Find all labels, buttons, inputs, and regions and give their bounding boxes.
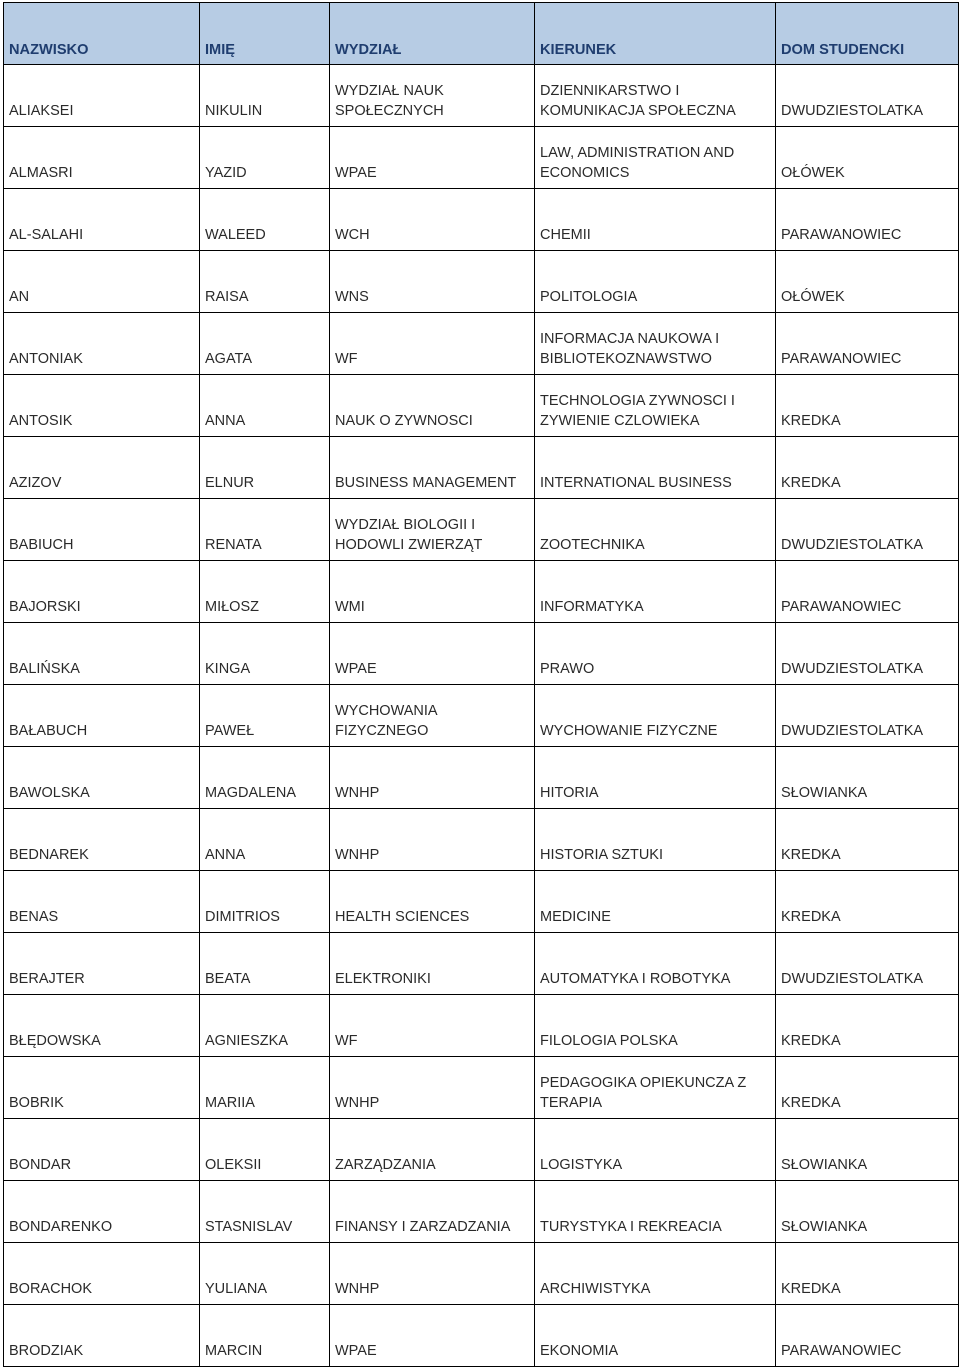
faculty-cell: WPAE bbox=[330, 1305, 535, 1367]
dormitory-cell: DWUDZIESTOLATKA bbox=[776, 499, 959, 561]
table-row bbox=[4, 375, 959, 437]
header-major: KIERUNEK bbox=[535, 3, 776, 65]
first-name-cell: NIKULIN bbox=[200, 65, 330, 127]
major-cell: MEDICINE bbox=[535, 871, 776, 933]
surname-cell: AL-SALAHI bbox=[4, 189, 200, 251]
faculty-cell: WCH bbox=[330, 189, 535, 251]
surname-cell: BABIUCH bbox=[4, 499, 200, 561]
faculty-cell: ZARZĄDZANIA bbox=[330, 1119, 535, 1181]
major-cell: LOGISTYKA bbox=[535, 1119, 776, 1181]
faculty-cell: WF bbox=[330, 313, 535, 375]
first-name-cell: MAGDALENA bbox=[200, 747, 330, 809]
first-name-cell: PAWEŁ bbox=[200, 685, 330, 747]
faculty-cell: WPAE bbox=[330, 623, 535, 685]
major-cell: AUTOMATYKA I ROBOTYKA bbox=[535, 933, 776, 995]
major-cell: ZOOTECHNIKA bbox=[535, 499, 776, 561]
major-cell: HISTORIA SZTUKI bbox=[535, 809, 776, 871]
surname-cell: BOBRIK bbox=[4, 1057, 200, 1119]
major-cell: TURYSTYKA I REKREACIA bbox=[535, 1181, 776, 1243]
surname-cell: BERAJTER bbox=[4, 933, 200, 995]
first-name-cell: ELNUR bbox=[200, 437, 330, 499]
table-row bbox=[4, 995, 959, 1057]
surname-cell: BALIŃSKA bbox=[4, 623, 200, 685]
header-dormitory: DOM STUDENCKI bbox=[776, 3, 959, 65]
major-cell: INTERNATIONAL BUSINESS bbox=[535, 437, 776, 499]
faculty-cell: ELEKTRONIKI bbox=[330, 933, 535, 995]
dormitory-cell: KREDKA bbox=[776, 1243, 959, 1305]
surname-cell: ANTONIAK bbox=[4, 313, 200, 375]
faculty-cell: BUSINESS MANAGEMENT bbox=[330, 437, 535, 499]
surname-cell: BAJORSKI bbox=[4, 561, 200, 623]
faculty-cell: WNHP bbox=[330, 1243, 535, 1305]
first-name-cell: MIŁOSZ bbox=[200, 561, 330, 623]
table-row bbox=[4, 127, 959, 189]
dormitory-cell: KREDKA bbox=[776, 437, 959, 499]
major-cell: PRAWO bbox=[535, 623, 776, 685]
dormitory-cell: PARAWANOWIEC bbox=[776, 1305, 959, 1367]
table-row bbox=[4, 871, 959, 933]
faculty-cell: WF bbox=[330, 995, 535, 1057]
faculty-cell: WNHP bbox=[330, 747, 535, 809]
major-cell: LAW, ADMINISTRATION AND ECONOMICS bbox=[535, 127, 776, 189]
dormitory-cell: PARAWANOWIEC bbox=[776, 313, 959, 375]
dormitory-cell: DWUDZIESTOLATKA bbox=[776, 685, 959, 747]
major-cell: EKONOMIA bbox=[535, 1305, 776, 1367]
first-name-cell: MARCIN bbox=[200, 1305, 330, 1367]
dormitory-cell: DWUDZIESTOLATKA bbox=[776, 933, 959, 995]
surname-cell: ANTOSIK bbox=[4, 375, 200, 437]
first-name-cell: AGNIESZKA bbox=[200, 995, 330, 1057]
faculty-cell: WYCHOWANIA FIZYCZNEGO bbox=[330, 685, 535, 747]
table-row bbox=[4, 623, 959, 685]
table-row bbox=[4, 189, 959, 251]
table-row bbox=[4, 499, 959, 561]
faculty-cell: WYDZIAŁ NAUK SPOŁECZNYCH bbox=[330, 65, 535, 127]
first-name-cell: OLEKSII bbox=[200, 1119, 330, 1181]
dormitory-cell: SŁOWIANKA bbox=[776, 1181, 959, 1243]
major-cell: DZIENNIKARSTWO I KOMUNIKACJA SPOŁECZNA bbox=[535, 65, 776, 127]
faculty-cell: WNHP bbox=[330, 809, 535, 871]
table-row bbox=[4, 313, 959, 375]
surname-cell: BŁĘDOWSKA bbox=[4, 995, 200, 1057]
major-cell: POLITOLOGIA bbox=[535, 251, 776, 313]
first-name-cell: RENATA bbox=[200, 499, 330, 561]
table-row bbox=[4, 1057, 959, 1119]
first-name-cell: WALEED bbox=[200, 189, 330, 251]
table-row bbox=[4, 1305, 959, 1367]
faculty-cell: HEALTH SCIENCES bbox=[330, 871, 535, 933]
major-cell: HITORIA bbox=[535, 747, 776, 809]
faculty-cell: FINANSY I ZARZADZANIA bbox=[330, 1181, 535, 1243]
faculty-cell: NAUK O ZYWNOSCI bbox=[330, 375, 535, 437]
major-cell: FILOLOGIA POLSKA bbox=[535, 995, 776, 1057]
surname-cell: BAWOLSKA bbox=[4, 747, 200, 809]
dormitory-cell: KREDKA bbox=[776, 995, 959, 1057]
faculty-cell: WPAE bbox=[330, 127, 535, 189]
dormitory-cell: KREDKA bbox=[776, 375, 959, 437]
table-row bbox=[4, 747, 959, 809]
first-name-cell: RAISA bbox=[200, 251, 330, 313]
major-cell: PEDAGOGIKA OPIEKUNCZA Z TERAPIA bbox=[535, 1057, 776, 1119]
dormitory-cell: PARAWANOWIEC bbox=[776, 561, 959, 623]
major-cell: WYCHOWANIE FIZYCZNE bbox=[535, 685, 776, 747]
table-row bbox=[4, 65, 959, 127]
dormitory-cell: DWUDZIESTOLATKA bbox=[776, 623, 959, 685]
surname-cell: BENAS bbox=[4, 871, 200, 933]
table-row bbox=[4, 809, 959, 871]
table-row bbox=[4, 1243, 959, 1305]
header-surname: NAZWISKO bbox=[4, 3, 200, 65]
surname-cell: AZIZOV bbox=[4, 437, 200, 499]
surname-cell: ALIAKSEI bbox=[4, 65, 200, 127]
first-name-cell: YULIANA bbox=[200, 1243, 330, 1305]
dormitory-cell: SŁOWIANKA bbox=[776, 747, 959, 809]
table-row bbox=[4, 1119, 959, 1181]
first-name-cell: ANNA bbox=[200, 375, 330, 437]
first-name-cell: MARIIA bbox=[200, 1057, 330, 1119]
dormitory-cell: KREDKA bbox=[776, 809, 959, 871]
first-name-cell: YAZID bbox=[200, 127, 330, 189]
header-faculty: WYDZIAŁ bbox=[330, 3, 535, 65]
dormitory-cell: KREDKA bbox=[776, 1057, 959, 1119]
dormitory-cell: KREDKA bbox=[776, 871, 959, 933]
table-row bbox=[4, 561, 959, 623]
faculty-cell: WNS bbox=[330, 251, 535, 313]
table-row bbox=[4, 685, 959, 747]
surname-cell: BONDAR bbox=[4, 1119, 200, 1181]
surname-cell: BORACHOK bbox=[4, 1243, 200, 1305]
dormitory-cell: PARAWANOWIEC bbox=[776, 189, 959, 251]
major-cell: INFORMACJA NAUKOWA I BIBLIOTEKOZNAWSTWO bbox=[535, 313, 776, 375]
first-name-cell: AGATA bbox=[200, 313, 330, 375]
surname-cell: ALMASRI bbox=[4, 127, 200, 189]
table-row bbox=[4, 933, 959, 995]
first-name-cell: STASNISLAV bbox=[200, 1181, 330, 1243]
dormitory-cell: OŁÓWEK bbox=[776, 127, 959, 189]
first-name-cell: KINGA bbox=[200, 623, 330, 685]
table-row bbox=[4, 437, 959, 499]
faculty-cell: WMI bbox=[330, 561, 535, 623]
table-row bbox=[4, 251, 959, 313]
dormitory-cell: OŁÓWEK bbox=[776, 251, 959, 313]
faculty-cell: WYDZIAŁ BIOLOGII I HODOWLI ZWIERZĄT bbox=[330, 499, 535, 561]
surname-cell: BAŁABUCH bbox=[4, 685, 200, 747]
faculty-cell: WNHP bbox=[330, 1057, 535, 1119]
table-row bbox=[4, 1181, 959, 1243]
surname-cell: AN bbox=[4, 251, 200, 313]
major-cell: TECHNOLOGIA ZYWNOSCI I ZYWIENIE CZLOWIEKA bbox=[535, 375, 776, 437]
dormitory-cell: DWUDZIESTOLATKA bbox=[776, 65, 959, 127]
student-dormitory-table bbox=[3, 2, 959, 1367]
first-name-cell: BEATA bbox=[200, 933, 330, 995]
dormitory-cell: SŁOWIANKA bbox=[776, 1119, 959, 1181]
surname-cell: BONDARENKO bbox=[4, 1181, 200, 1243]
surname-cell: BRODZIAK bbox=[4, 1305, 200, 1367]
major-cell: CHEMII bbox=[535, 189, 776, 251]
header-row bbox=[4, 3, 959, 65]
major-cell: INFORMATYKA bbox=[535, 561, 776, 623]
first-name-cell: ANNA bbox=[200, 809, 330, 871]
surname-cell: BEDNAREK bbox=[4, 809, 200, 871]
header-first-name: IMIĘ bbox=[200, 3, 330, 65]
first-name-cell: DIMITRIOS bbox=[200, 871, 330, 933]
major-cell: ARCHIWISTYKA bbox=[535, 1243, 776, 1305]
